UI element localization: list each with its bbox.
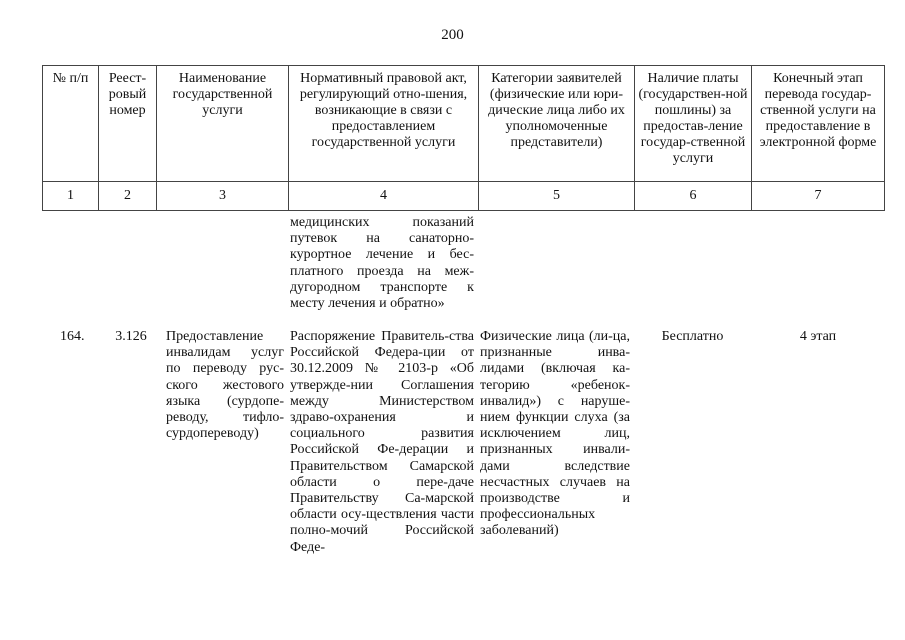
header-service-name: Наименование государственной услуги — [157, 66, 289, 182]
registry-number: 3.126 — [115, 329, 147, 344]
column-number: 7 — [752, 182, 885, 211]
column-number: 2 — [99, 182, 157, 211]
fee: Бесплатно — [661, 329, 724, 344]
header-applicant-categories: Категории заявителей (физические или юри-дические лица либо их уполномоченные представители) — [479, 66, 635, 182]
page-number: 200 — [441, 27, 464, 43]
table-header-row — [43, 66, 885, 182]
header-number: № п/п — [43, 66, 99, 182]
column-number: 4 — [289, 182, 479, 211]
column-number: 5 — [479, 182, 635, 211]
column-number: 1 — [43, 182, 99, 211]
applicant-categories: Физические лица (ли-ца, признанные инва-лидами (включая ка-тегорию «ребенок-инвалид») с наруше-нием функции слуха (за исключением лиц, признанных инвали-дами вследствие несчастных случаев на производстве и профессиональных заболеваний) — [480, 329, 630, 539]
row-number: 164. — [60, 329, 85, 344]
services-table — [42, 65, 885, 211]
header-registry-number: Реест-ровый номер — [99, 66, 157, 182]
column-number: 3 — [157, 182, 289, 211]
final-stage: 4 этап — [799, 329, 837, 344]
legal-act: Распоряжение Правитель-ства Российской Федера-ции от 30.12.2009 № 2103-р «Об утвержде-нии Соглашения между Министерством здраво-охранения и социального развития Российской Фе-дерации и Правительством Самарской области о пере-даче Правительству Са-марской области осу-ществления части полно-мочий Российской Феде- — [290, 329, 474, 555]
column-number-row — [43, 182, 885, 211]
column-number: 6 — [635, 182, 752, 211]
service-name: Предоставление инвалидам услуг по переводу рус-ского жестового языка (сурдопе-реводу, тифло-сурдопереводу) — [166, 329, 284, 442]
header-fee: Наличие платы (государствен-ной пошлины) за предостав-ление государ-ственной услуги — [635, 66, 752, 182]
header-final-stage: Конечный этап перевода государ-ственной услуги на предоставление в электронной форме — [752, 66, 885, 182]
continuation-text: медицинских показаний путевок на санаторно-курортное лечение и бес-платного проезда на меж-дугородном транспорте к месту лечения и обратно» — [290, 215, 474, 312]
header-legal-act: Нормативный правовой акт, регулирующий отно-шения, возникающие в связи с предоставлением государственной услуги — [289, 66, 479, 182]
